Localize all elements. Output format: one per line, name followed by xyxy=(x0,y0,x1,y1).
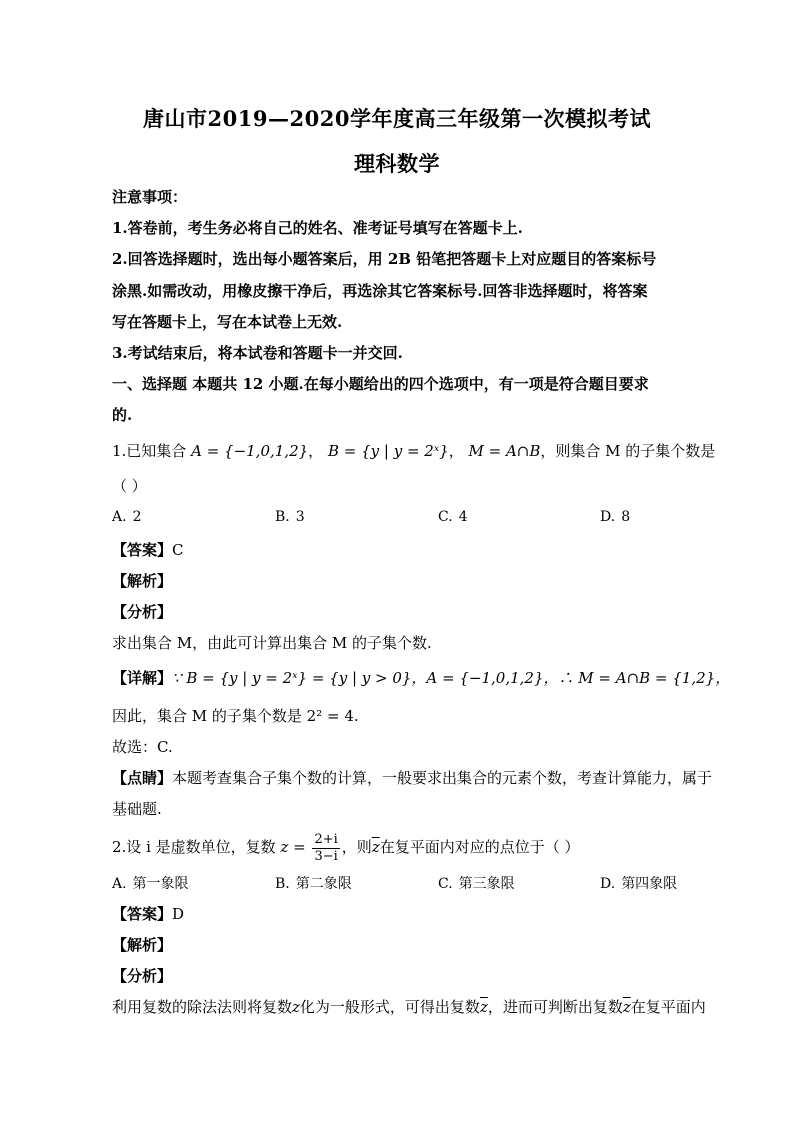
q1-prefix: 1.已知集合 xyxy=(112,442,187,460)
q1-jiexi-label: 【解析】 xyxy=(112,572,173,590)
q1-option-c xyxy=(438,509,468,525)
q2-z-conjugate: $\overline{z}$ xyxy=(371,838,380,856)
option-letter: B. xyxy=(275,876,290,892)
option-letter: A. xyxy=(112,876,127,892)
question-2-stem xyxy=(112,830,692,865)
q2-option-b xyxy=(275,873,352,893)
dianjing-label: 【点睛】 xyxy=(112,769,173,787)
detail-text: ∵ B = {y | y = 2ˣ} = {y | y > 0}，A = {−1,0,1,2}，∴ M = A∩B = {1,2}， xyxy=(172,669,731,687)
fraction-denominator: 3−i xyxy=(314,848,338,864)
note-item-1: 1.答卷前，考生务必将自己的姓名、准考证号填写在答题卡上. xyxy=(112,219,523,237)
question-1-stem xyxy=(112,441,716,461)
q1-dianjing-line-2: 基础题. xyxy=(112,800,162,818)
option-value: 3 xyxy=(295,509,305,525)
fenxi-z: z xyxy=(292,998,300,1016)
q1-sep-1: ， xyxy=(308,442,324,460)
note-item-2-line-3: 写在答题卡上，写在本试卷上无效. xyxy=(112,313,343,331)
option-letter: D. xyxy=(600,876,616,892)
option-letter: C. xyxy=(438,876,453,892)
q1-suffix: ，则集合 M 的子集个数是 xyxy=(540,442,716,460)
q1-set-m: M = A∩B xyxy=(468,442,541,460)
option-value: 第三象限 xyxy=(458,876,515,892)
q1-option-d xyxy=(600,509,630,525)
option-value: 第二象限 xyxy=(295,876,352,892)
q1-fenxi-label: 【分析】 xyxy=(112,603,173,621)
section-heading-line-1: 一、选择题 本题共 12 小题.在每小题给出的四个选项中，有一项是符合题目要求 xyxy=(112,375,649,393)
answer-value: D xyxy=(172,905,185,923)
note-item-3: 3.考试结束后，将本试卷和答题卡一并交回. xyxy=(112,344,403,362)
q1-conclusion: 因此，集合 M 的子集个数是 2² = 4. xyxy=(112,707,359,725)
q2-option-c xyxy=(438,873,515,893)
option-letter: B. xyxy=(275,509,290,525)
q1-answer xyxy=(112,540,692,560)
q1-set-a: A = {−1,0,1,2} xyxy=(191,442,309,460)
exam-subtitle: 理科数学 xyxy=(354,151,440,176)
exam-title: 唐山市2019—2020学年度高三年级第一次模拟考试 xyxy=(143,106,651,131)
option-value: 4 xyxy=(458,509,468,525)
q2-prefix: 2.设 i 是虚数单位，复数 xyxy=(112,838,276,856)
q2-fenxi-label: 【分析】 xyxy=(112,967,173,985)
option-value: 第四象限 xyxy=(621,876,678,892)
q2-middle: ，则 xyxy=(341,838,372,856)
option-value: 2 xyxy=(132,509,142,525)
option-letter: D. xyxy=(600,509,616,525)
option-letter: C. xyxy=(438,509,453,525)
option-value: 第一象限 xyxy=(132,876,189,892)
q2-fenxi-text xyxy=(112,997,706,1017)
fenxi-part-4: 在复平面内 xyxy=(630,998,706,1016)
fenxi-part-3: ，进而可判断出复数 xyxy=(487,998,623,1016)
q1-dianjing xyxy=(112,768,713,788)
q1-fenxi-text: 求出集合 M，由此可计算出集合 M 的子集个数. xyxy=(112,634,432,652)
notes-heading: 注意事项： xyxy=(112,188,188,206)
q2-fraction xyxy=(312,832,339,865)
q1-detail xyxy=(112,668,731,688)
q2-jiexi-label: 【解析】 xyxy=(112,936,173,954)
q2-option-d xyxy=(600,873,677,893)
detail-label: 【详解】 xyxy=(112,669,173,687)
answer-label: 【答案】 xyxy=(112,905,173,923)
answer-value: C xyxy=(172,541,184,559)
note-item-2-line-1: 2.回答选择题时，选出每小题答案后，用 2B 铅笔把答题卡上对应题目的答案标号 xyxy=(112,250,657,268)
fenxi-z-conjugate: $\overline{z}$ xyxy=(622,998,631,1016)
fraction-numerator: 2+i xyxy=(314,831,338,847)
q2-suffix: 在复平面内对应的点位于（ ） xyxy=(379,838,580,856)
fenxi-part-1: 利用复数的除法法则将复数 xyxy=(112,998,293,1016)
q1-option-a xyxy=(112,509,141,525)
q2-z-equals: z = xyxy=(280,838,306,856)
q1-choose: 故选：C. xyxy=(112,738,173,756)
q1-paren: （ ） xyxy=(112,477,147,495)
q2-option-a xyxy=(112,873,189,893)
answer-label: 【答案】 xyxy=(112,541,173,559)
option-letter: A. xyxy=(112,509,127,525)
fenxi-part-2: 化为一般形式，可得出复数 xyxy=(299,998,480,1016)
q1-option-b xyxy=(275,509,305,525)
note-item-2-line-2: 涂黑.如需改动，用橡皮擦干净后，再选涂其它答案标号.回答非选择题时，将答案 xyxy=(112,282,648,300)
q2-answer xyxy=(112,904,692,924)
q1-sep-2: ， xyxy=(448,442,464,460)
dianjing-text: 本题考查集合子集个数的计算，一般要求出集合的元素个数，考查计算能力，属于 xyxy=(172,769,713,787)
fenxi-z-conjugate: $\overline{z}$ xyxy=(479,998,488,1016)
q1-set-b: B = {y | y = 2ˣ} xyxy=(327,442,449,460)
option-value: 8 xyxy=(621,509,631,525)
section-heading-line-2: 的. xyxy=(112,406,133,424)
